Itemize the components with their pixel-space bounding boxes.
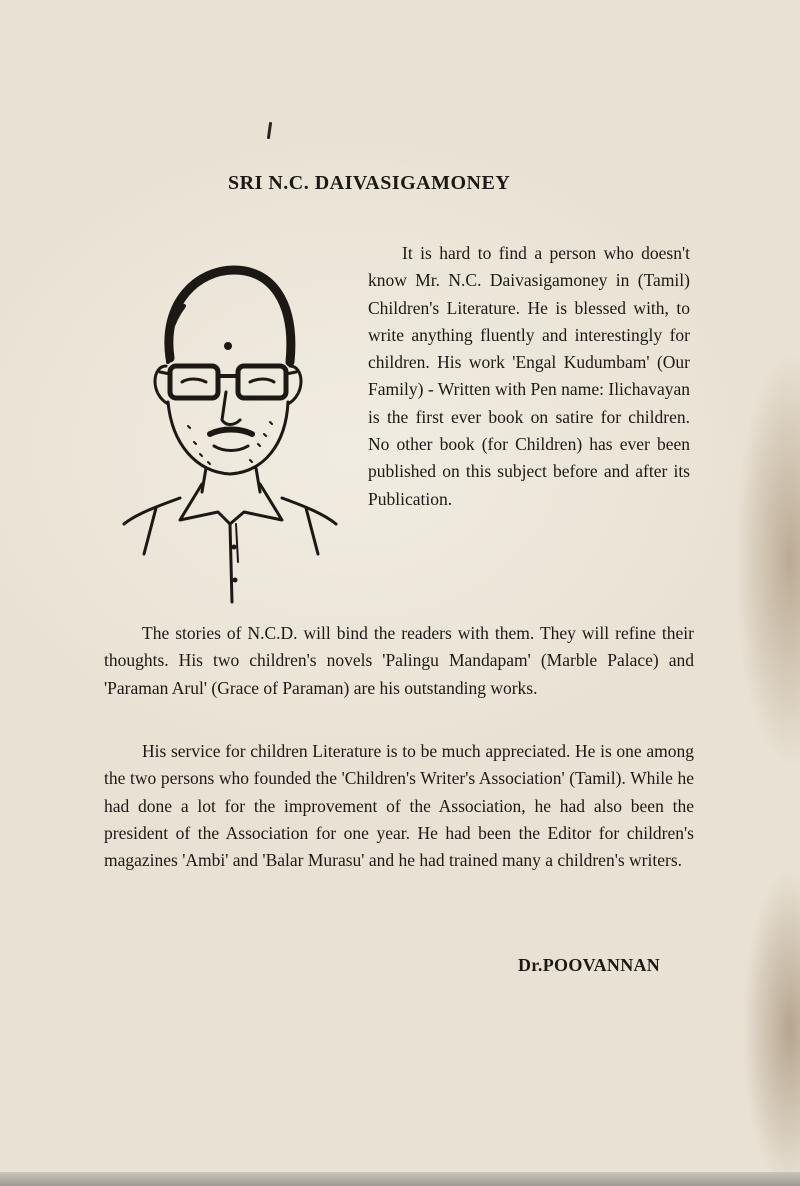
author-signature: Dr.POOVANNAN <box>518 955 661 975</box>
intro-paragraph-block <box>368 240 690 513</box>
author-portrait-sketch <box>118 262 344 604</box>
page-edge <box>0 1172 800 1186</box>
pen-mark <box>267 122 272 139</box>
page-title: SRI N.C. DAIVASIGAMONEY <box>228 172 511 194</box>
paragraph-stories: The stories of N.C.D. will bind the readers with them. They will refine their thoughts. His two children's novels 'Palingu Mandapam' (Marble Palace) and 'Paraman Arul' (Grace of Paraman) are his outstanding works. <box>104 623 694 698</box>
paragraph-service: His service for children Literature is to be much appreciated. He is one among the two persons who founded the 'Children's Writer's Association' (Tamil). While he had done a lot for the improvement of the Association, he had also been the president of the Association for one year. He had been the Editor for children's magazines 'Ambi' and 'Balar Murasu' and he had trained many a children's writers. <box>104 741 694 871</box>
intro-paragraph: It is hard to find a person who doesn't know Mr. N.C. Daivasigamoney in (Tamil) Children's Literature. He is blessed with, to write anything fluently and interestingly for children. His work 'Engal Kudumbam' (Our Family) - Written with Pen name: Ilichavayan is the first ever book on satire for children. No other book (for Children) has ever been published on this subject before and after its Publication. <box>368 243 690 509</box>
